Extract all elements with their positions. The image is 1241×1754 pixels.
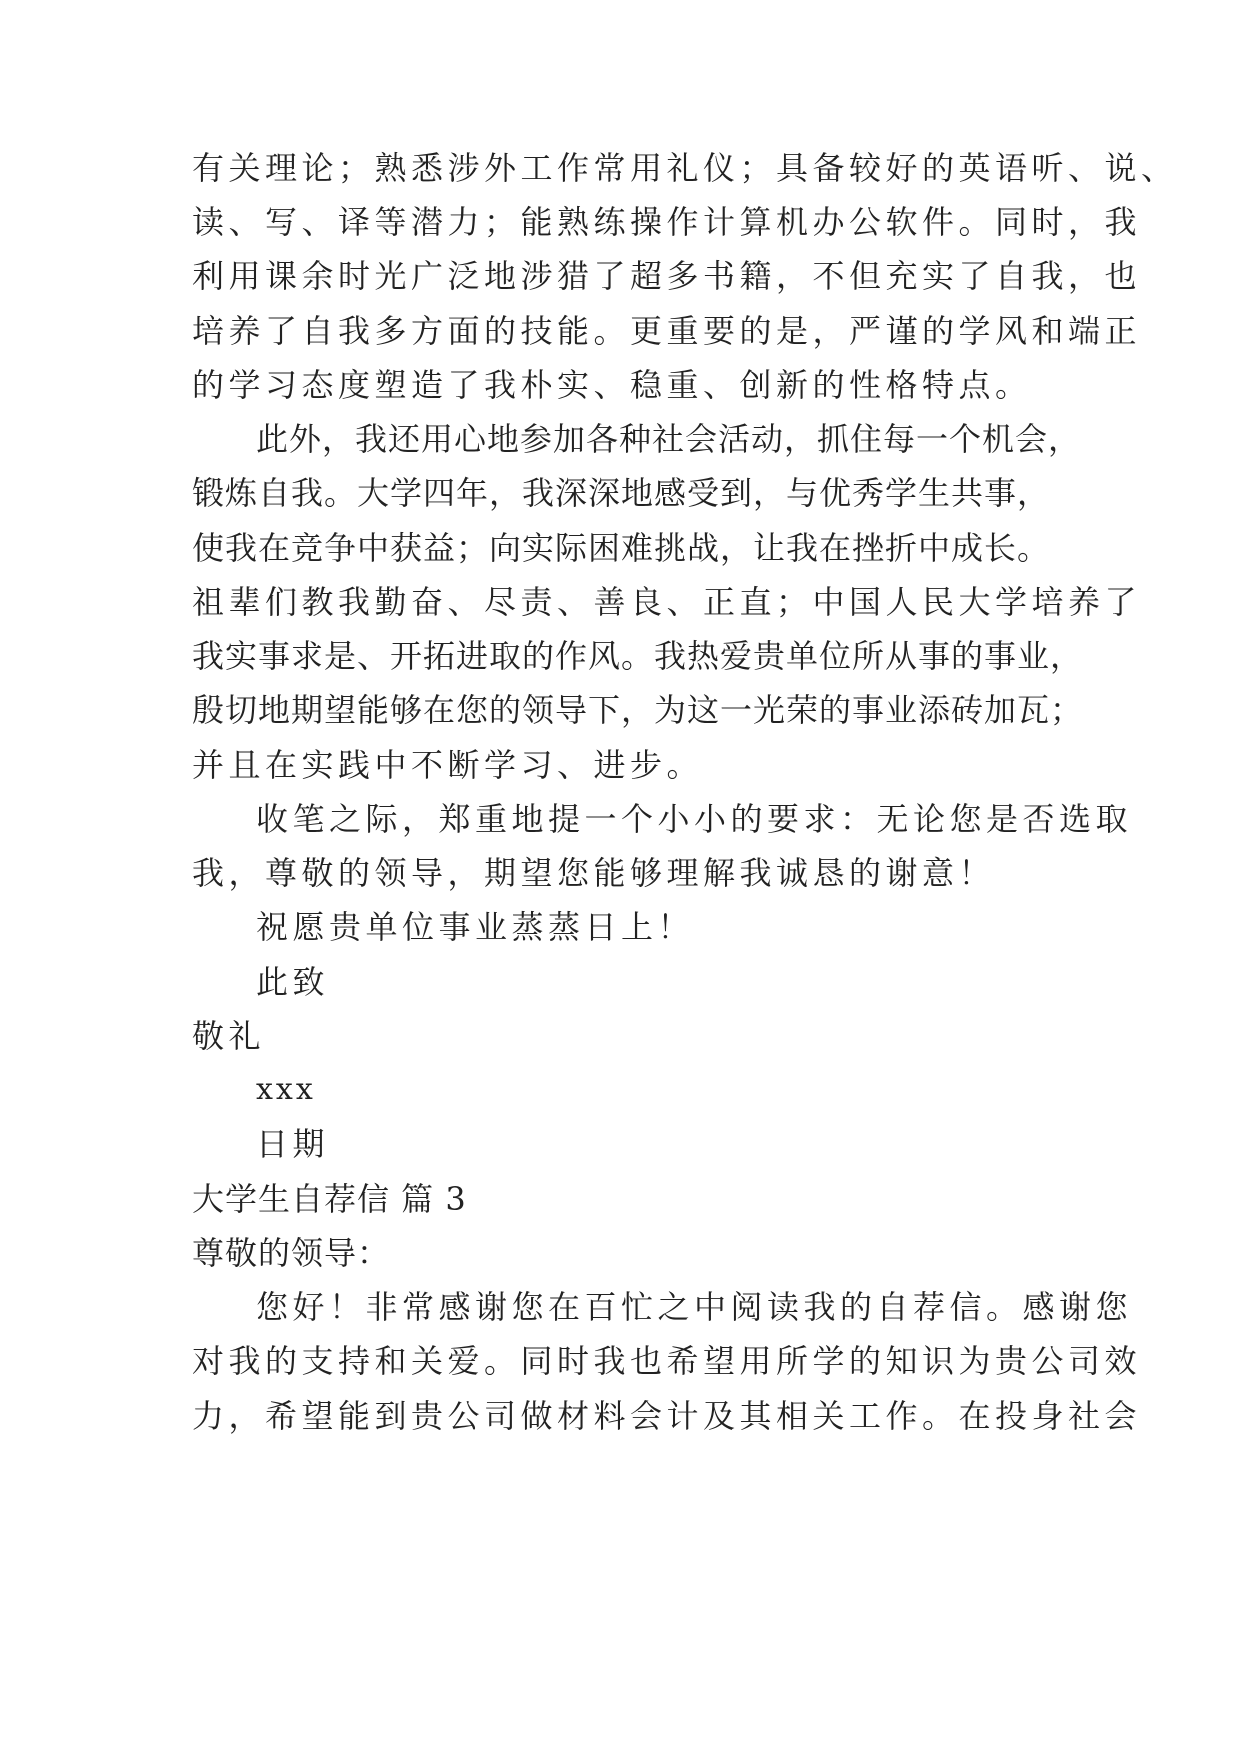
body-line: 锻炼自我。大学四年，我深深地感受到，与优秀学生共事， [192,474,1051,512]
body-line: 利用课余时光广泛地涉猎了超多书籍，不但充实了自我，也 [192,257,1142,295]
signature-name: xxx [256,1072,316,1107]
body-line: 我实事求是、开拓进取的作风。我热爱贵单位所从事的事业， [192,637,1084,675]
closing-salutation: 此致 [256,963,330,1001]
paragraph-first-line: 收笔之际，郑重地提一个小小的要求：无论您是否选取 [256,800,1133,838]
closing-regards: 敬礼 [192,1017,266,1055]
letter-greeting: 尊敬的领导： [192,1234,391,1272]
paragraph-first-line: 您好！非常感谢您在百忙之中阅读我的自荐信。感谢您 [256,1288,1133,1326]
signature-date: 日期 [256,1125,330,1163]
body-line: 力，希望能到贵公司做材料会计及其相关工作。在投身社会 [192,1397,1142,1435]
body-line: 使我在竞争中获益；向实际困难挑战，让我在挫折中成长。 [192,529,1051,567]
body-line: 的学习态度塑造了我朴实、稳重、创新的性格特点。 [192,366,1032,404]
body-line: 祖辈们教我勤奋、尽责、善良、正直；中国人民大学培养了 [192,583,1142,621]
section-title: 大学生自荐信 篇 3 [192,1180,467,1218]
body-line: 殷切地期望能够在您的领导下，为这一光荣的事业添砖加瓦； [192,691,1084,729]
body-line: 读、写、译等潜力；能熟练操作计算机办公软件。同时，我 [192,203,1142,241]
body-line: 对我的支持和关爱。同时我也希望用所学的知识为贵公司效 [192,1342,1142,1380]
paragraph-first-line: 此外，我还用心地参加各种社会活动，抓住每一个机会， [256,420,1082,458]
body-line: 我，尊敬的领导，期望您能够理解我诚恳的谢意！ [192,854,996,892]
body-line: 有关理论；熟悉涉外工作常用礼仪；具备较好的英语听、说、 [192,149,1178,187]
body-line: 培养了自我多方面的技能。更重要的是，严谨的学风和端正 [192,312,1142,350]
closing-wish: 祝愿贵单位事业蒸蒸日上！ [256,908,695,946]
body-line: 并且在实践中不断学习、进步。 [192,746,704,784]
